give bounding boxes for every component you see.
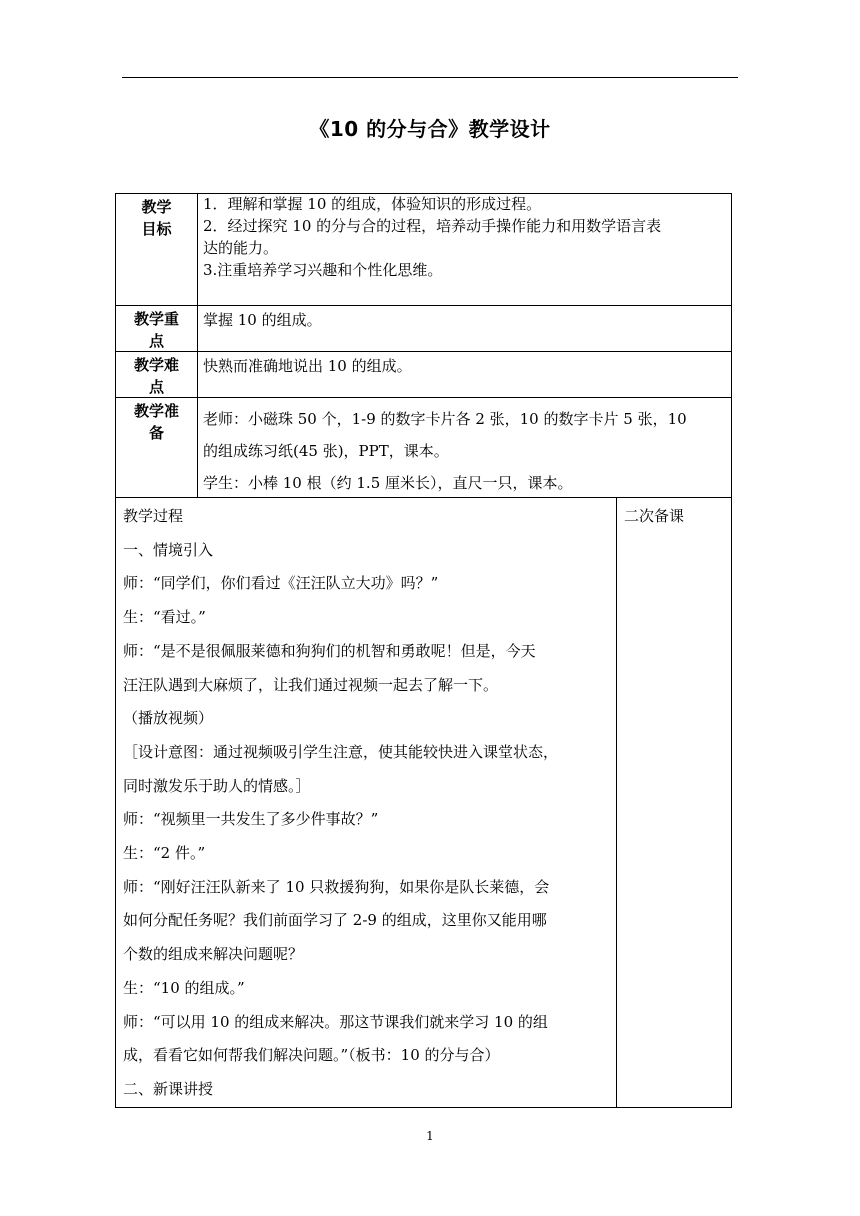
process-line: （播放视频）	[123, 709, 214, 728]
process-line: 二、新课讲授	[123, 1079, 214, 1098]
header-rule	[122, 77, 738, 78]
difficulty-label: 教学难 点	[133, 356, 179, 396]
preparation-content	[203, 403, 728, 499]
process-line: 同时激发乐于助人的情感。］	[123, 776, 311, 795]
key-point-label: 教学重 点	[133, 310, 179, 350]
process-line: ［设计意图：通过视频吸引学生注意，使其能较快进入课堂状态，	[123, 742, 559, 761]
process-line: 成，看看它如何帮我们解决问题。”（板书：10 的分与合）	[123, 1046, 500, 1065]
process-line: 一、情境引入	[123, 540, 214, 559]
preparation-line: 老师：小磁珠 50 个，1-9 的数字卡片各 2 张，10 的数字卡片 5 张，10	[203, 410, 687, 428]
process-line: 师：“是不是很佩服莱德和狗狗们的机智和勇敢呢！但是，今天	[123, 641, 536, 660]
second-prep-header: 二次备课	[624, 507, 685, 525]
goal-line: 1．理解和掌握 10 的组成，体验知识的形成过程。	[203, 195, 542, 213]
process-line: 师：“可以用 10 的组成来解决。那这节课我们就来学习 10 的组	[123, 1012, 548, 1031]
process-line: 教学过程	[123, 507, 184, 525]
goal-line: 2．经过探究 10 的分与合的过程，培养动手操作能力和用数学语言表	[203, 217, 662, 235]
page-number: 1	[426, 1129, 434, 1143]
goal-line: 达的能力。	[203, 239, 279, 257]
preparation-line: 学生：小棒 10 根（约 1.5 厘米长），直尺一只，课本。	[203, 474, 573, 492]
process-line: 师：“刚好汪汪队新来了 10 只救援狗狗，如果你是队长莱德，会	[123, 877, 550, 896]
process-line: 个数的组成来解决问题呢？	[123, 945, 304, 964]
document-title: 《10 的分与合》教学设计	[309, 117, 551, 141]
process-line: 师：“同学们，你们看过《汪汪队立大功》吗？”	[123, 574, 439, 593]
process-line: 如何分配任务呢？我们前面学习了 2-9 的组成，这里你又能用哪	[123, 911, 547, 930]
key-point-content: 掌握 10 的组成。	[203, 311, 322, 329]
preparation-label: 教学准 备	[133, 402, 179, 442]
process-line: 师：“视频里一共发生了多少件事故？”	[123, 810, 379, 829]
process-line: 生：“2 件。”	[123, 844, 206, 863]
goals-content	[203, 193, 728, 281]
process-line: 生：“10 的组成。”	[123, 978, 245, 997]
goals-label: 教学 目标	[141, 198, 172, 238]
process-line: 汪汪队遇到大麻烦了，让我们通过视频一起去了解一下。	[123, 675, 499, 694]
goal-line: 3.注重培养学习兴趣和个性化思维。	[203, 261, 443, 279]
process-line: 生：“看过。”	[123, 608, 206, 627]
process-content	[123, 500, 613, 1107]
difficulty-content: 快熟而准确地说出 10 的组成。	[203, 357, 412, 375]
preparation-line: 的组成练习纸(45 张)，PPT，课本。	[203, 442, 449, 460]
